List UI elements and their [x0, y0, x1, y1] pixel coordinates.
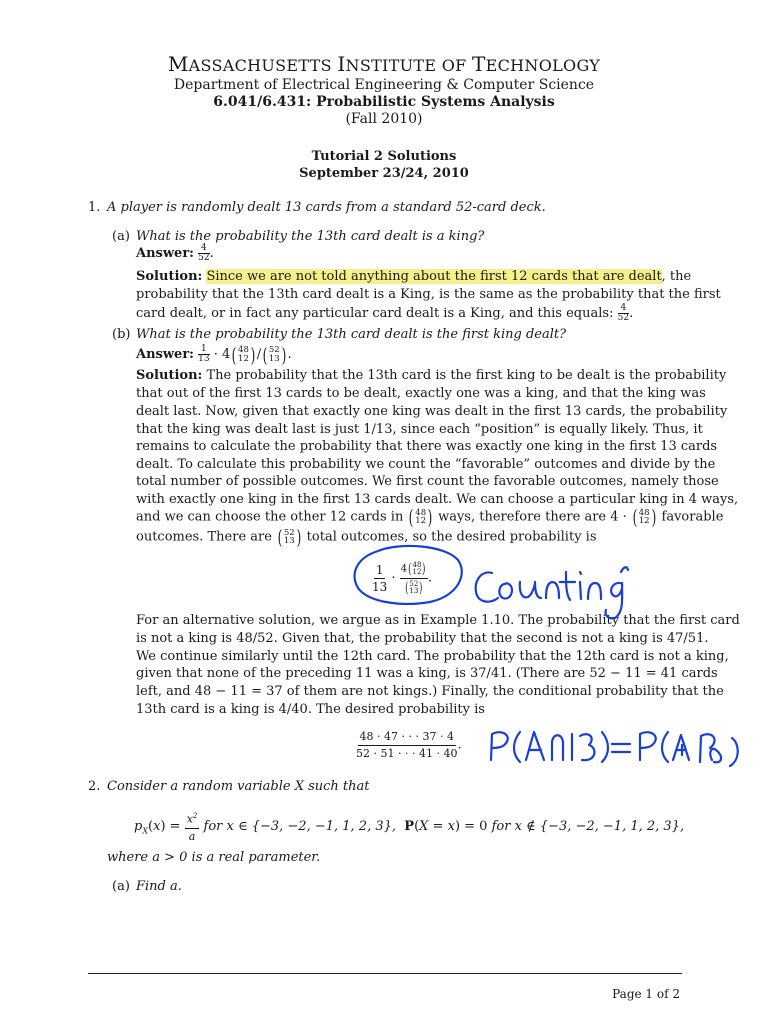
part-b-sol-5: remains to calculate the probability that there was exactly one king in the first 13 cards: [136, 439, 718, 454]
problem-1-question: A player is randomly dealt 13 cards from a standard 52-card deck.: [107, 200, 546, 215]
part-b-sol-7: total number of possible outcomes. We first count the favorable outcomes, namely those: [136, 474, 719, 489]
frac-4-52: $\frac{4}{52}$: [198, 243, 210, 263]
problem-2-number: 2.: [88, 779, 101, 794]
term: (Fall 2010): [345, 111, 423, 127]
pmf-equation: $p_X(x)$ = $\frac{x^2}{a}$ for x ∈ {−3, −2, −1, 1, 2, 3}, P(X = x) = 0 for x ∉ {−3, −2, −1, 1, 2, 3},: [134, 808, 684, 846]
part-b-sol-8: with exactly one king in the first 13 cards dealt. We can choose a particular king in 4 ways,: [136, 492, 739, 507]
problem-2-question: Consider a random variable X such that: [107, 779, 370, 794]
part-a-question: What is the probability the 13th card dealt is a king?: [136, 229, 485, 244]
problem-2-part-a-text: Find a.: [136, 879, 182, 894]
problem-2-where: where a > 0 is a real parameter.: [107, 850, 321, 865]
part-b-answer: Answer: $\frac{1}{13}$ · 4 ( 48 12 ) / ( 52 13 ) .: [136, 342, 292, 367]
alt-sol-5: left, and 48 − 11 = 37 of them are not kings.) Finally, the conditional probability that the: [136, 684, 724, 699]
alt-sol-1: For an alternative solution, we argue as in Example 1.10. The probability that the first card: [136, 613, 740, 628]
part-b-question: What is the probability the 13th card dealt is the first king dealt?: [136, 327, 567, 342]
alt-sol-3: We continue similarly until the 12th card. The probability that the 12th card is not a king,: [136, 649, 729, 664]
department: Department of Electrical Engineering & Computer Science: [173, 77, 595, 93]
alt-sol-6: 13th card is a king is 4/40. The desired probability is: [136, 702, 485, 717]
display-equation-counting: $\frac{1}{13}$ · 4 ( 48 12 ) ( 52 13 ) .: [372, 561, 433, 596]
part-a-answer: Answer: $\frac{4}{52}$ .: [136, 243, 214, 263]
part-b-sol-10: outcomes. There are ( 52 13 ) total outcomes, so the desired probability is: [136, 525, 597, 549]
part-b-sol-6: dealt. To calculate this probability we count the “favorable” outcomes and divide by the: [136, 457, 716, 472]
part-b-sol-1: Solution: The probability that the 13th card is the first king to be dealt is the probability: [136, 368, 727, 383]
doc-title: Tutorial 2 Solutions: [311, 149, 457, 164]
highlighted-text: Since we are not told anything about the first 12 cards that are dealt: [206, 269, 662, 284]
page-number: Page 1 of 2: [612, 987, 680, 1001]
problem-2-part-a-label: (a): [112, 879, 130, 894]
part-a-solution-line3: card dealt, or in fact any particular card dealt is a King, and this equals: $\frac{4}{52}$ .: [136, 303, 634, 323]
footer-rule: [88, 973, 682, 974]
part-b-sol-2: that out of the first 13 cards to be dealt, exactly one was a king, and that the king was: [136, 386, 706, 401]
course-title: 6.041/6.431: Probabilistic Systems Analysis: [213, 94, 555, 110]
part-b-sol-4: that the king was dealt last is just 1/13, since each “position” is equally likely. Thus, it: [136, 422, 703, 437]
institute-name: MASSACHUSETTS INSTITUTE OF TECHNOLOGY: [167, 52, 601, 76]
part-b-sol-3: dealt last. Now, given that exactly one king was dealt in the first 13 cards, the probability: [136, 404, 728, 419]
part-a-label: (a): [112, 229, 130, 244]
ink-formula: [491, 732, 738, 766]
part-a-solution-line2: probability that the 13th card dealt is a King, is the same as the probability that the first: [136, 287, 721, 302]
part-b-sol-9: and we can choose the other 12 cards in ( 48 12 ) ways, therefore there are 4 · ( 48 12 ) favorable: [136, 505, 724, 529]
part-a-solution-line1: Solution: Since we are not told anything about the first 12 cards that are dealt, the: [136, 269, 692, 284]
problem-1-number: 1.: [88, 200, 101, 215]
ink-word-counting: [476, 567, 628, 618]
display-equation-product: $\frac{48 \cdot 47 \cdot \cdot \cdot 37 \cdot 4}{52 \cdot 51 \cdot \cdot \cdot 41 \cdot 40}$ .: [356, 730, 462, 760]
doc-date: September 23/24, 2010: [299, 166, 469, 181]
part-b-label: (b): [112, 327, 131, 342]
alt-sol-4: given that none of the preceding 11 was a king, is 37/41. (There are 52 − 11 = 41 cards: [136, 666, 718, 681]
alt-sol-2: is not a king is 48/52. Given that, the probability that the second is not a king is 47/51.: [136, 631, 709, 646]
